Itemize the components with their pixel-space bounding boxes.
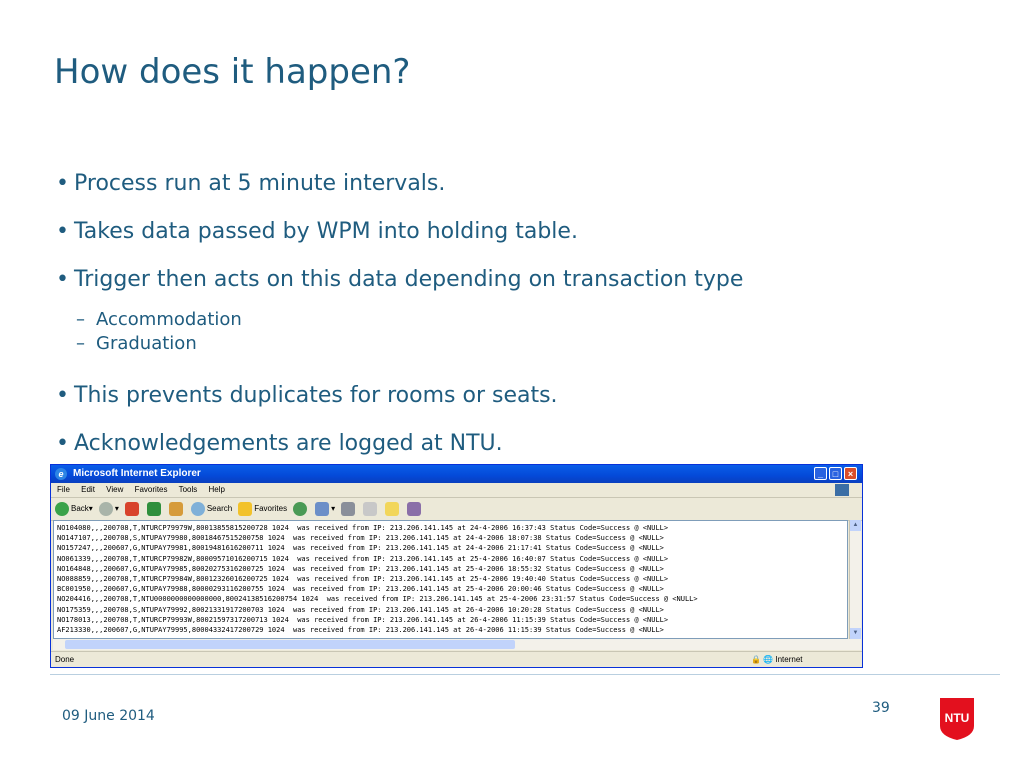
- scroll-down-icon[interactable]: ▼: [850, 628, 861, 639]
- log-line: AF213330,,,200607,G,NTUPAY79995,80004332417200729 1024 was received from IP: 213.206.141.145 at 26-4-2006 11:15:39 Status Code=Success @ <NULL>: [57, 626, 664, 635]
- log-line: NO175359,,,200708,S,NTUPAY79992,80021331917200703 1024 was received from IP: 213.206.141.145 at 26-4-2006 10:20:28 Status Code=Success @ <NULL>: [57, 605, 664, 614]
- refresh-button[interactable]: [147, 502, 163, 516]
- browser-toolbar: [51, 498, 862, 521]
- footer-divider: [50, 674, 1000, 675]
- sub-bullet-item: – Graduation: [76, 333, 197, 354]
- ntu-logo: [938, 696, 976, 742]
- discuss-icon: [385, 502, 399, 516]
- menu-tools[interactable]: Tools: [178, 485, 198, 494]
- vertical-scrollbar[interactable]: [849, 520, 861, 639]
- page-content-log: [53, 520, 848, 639]
- log-line: NO157247,,,200607,G,NTUPAY79981,80019481616200711 1024 was received from IP: 213.206.141.145 at 24-4-2006 21:17:41 Status Code=Success @ <NULL>: [57, 544, 664, 553]
- maximize-icon[interactable]: □: [829, 467, 842, 480]
- history-button[interactable]: [293, 502, 309, 516]
- mail-icon: [315, 502, 329, 516]
- browser-statusbar: [51, 651, 862, 667]
- log-line: BC001950,,,200607,G,NTUPAY79988,80000293116200755 1024 was received from IP: 213.206.141.145 at 25-4-2006 20:00:46 Status Code=Success @ <NULL>: [57, 585, 664, 594]
- back-button[interactable]: Back ▾: [55, 498, 93, 520]
- log-line: NO164848,,,200607,G,NTUPAY79985,80020275316200725 1024 was received from IP: 213.206.141.145 at 25-4-2006 18:55:32 Status Code=Success @ <NULL>: [57, 564, 664, 573]
- messenger-icon: [407, 502, 421, 516]
- edit-button[interactable]: [363, 502, 379, 516]
- menu-favorites[interactable]: Favorites: [134, 485, 168, 494]
- home-icon: [169, 502, 183, 516]
- browser-titlebar: [51, 465, 862, 483]
- print-button[interactable]: [341, 502, 357, 516]
- sub-bullet-item: – Accommodation: [76, 309, 242, 330]
- favorites-label: Favorites: [254, 504, 288, 513]
- scroll-up-icon[interactable]: ▲: [850, 520, 861, 531]
- messenger-button[interactable]: [407, 502, 423, 516]
- forward-button[interactable]: ▾: [99, 498, 119, 520]
- sub-bullet-label: Graduation: [96, 333, 197, 354]
- home-button[interactable]: [169, 502, 185, 516]
- stop-button[interactable]: [125, 502, 141, 516]
- log-line: NO088859,,,200708,T,NTURCP79984W,80012326016200725 1024 was received from IP: 213.206.141.145 at 25-4-2006 19:40:40 Status Code=Success @ <NULL>: [57, 575, 669, 584]
- browser-window-screenshot: [50, 464, 863, 668]
- zone-indicator: 🔒 🌐 Internet: [751, 655, 803, 664]
- bullet-item: • Process run at 5 minute intervals.: [56, 170, 956, 198]
- search-icon: [191, 502, 205, 516]
- print-icon: [341, 502, 355, 516]
- search-button[interactable]: [191, 498, 232, 520]
- bullet-item: • Trigger then acts on this data depending on transaction type: [56, 266, 956, 294]
- scroll-thumb[interactable]: [65, 640, 515, 649]
- log-line: NO178013,,,200708,T,NTURCP79993W,80021597317200713 1024 was received from IP: 213.206.141.145 at 26-4-2006 11:15:39 Status Code=Success @ <NULL>: [57, 615, 669, 624]
- back-arrow-icon: [55, 502, 69, 516]
- bullet-list: [56, 170, 956, 478]
- discuss-button[interactable]: [385, 502, 401, 516]
- slide-title: How does it happen?: [54, 52, 411, 92]
- log-line: NO147107,,,200708,S,NTUPAY79980,80018467515200758 1024 was received from IP: 213.206.141.145 at 24-4-2006 18:07:38 Status Code=Success @ <NULL>: [57, 534, 664, 543]
- log-line: NO061339,,,200708,T,NTURCP79982W,80009571016200715 1024 was received from IP: 213.206.141.145 at 25-4-2006 16:40:07 Status Code=Success @ <NULL>: [57, 554, 669, 563]
- favorites-button[interactable]: [238, 498, 287, 520]
- forward-arrow-icon: [99, 502, 113, 516]
- bullet-item: • This prevents duplicates for rooms or seats.: [56, 382, 956, 410]
- status-text: Done: [55, 655, 75, 664]
- bullet-item: • Acknowledgements are logged at NTU.: [56, 430, 956, 458]
- menu-view[interactable]: View: [106, 485, 124, 494]
- log-line: NO204416,,,200708,T,NTU0000000000000000,80024138516200754 1024 was received from IP: 213.206.141.145 at 25-4-2006 23:31:57 Status Code=Success @ <NULL>: [57, 595, 698, 604]
- browser-title: Microsoft Internet Explorer: [73, 468, 201, 479]
- back-label: Back: [71, 504, 89, 513]
- page-number: 39: [872, 700, 890, 716]
- close-icon[interactable]: ×: [844, 467, 857, 480]
- search-label: Search: [206, 504, 233, 513]
- ntu-logo-text: NTU: [944, 711, 970, 725]
- edit-icon: [363, 502, 377, 516]
- horizontal-scrollbar[interactable]: [53, 639, 861, 650]
- mail-button[interactable]: ▾: [315, 498, 335, 520]
- menu-edit[interactable]: Edit: [81, 485, 95, 494]
- bullet-item: • Takes data passed by WPM into holding table.: [56, 218, 956, 246]
- log-line: NO104080,,,200708,T,NTURCP79979W,80013855815200728 1024 was received from IP: 213.206.141.145 at 24-4-2006 16:37:43 Status Code=Success @ <NULL>: [57, 524, 669, 532]
- sub-bullet-label: Accommodation: [96, 309, 242, 330]
- browser-menubar: [51, 483, 862, 498]
- slide-date: 09 June 2014: [62, 708, 155, 724]
- history-icon: [293, 502, 307, 516]
- menu-help[interactable]: Help: [208, 485, 225, 494]
- minimize-icon[interactable]: _: [814, 467, 827, 480]
- stop-icon: [125, 502, 139, 516]
- star-icon: [238, 502, 252, 516]
- menu-file[interactable]: File: [57, 485, 70, 494]
- windows-flag-icon: [835, 484, 849, 496]
- ie-logo-icon: e: [55, 468, 67, 480]
- zone-text: Internet: [775, 655, 803, 664]
- refresh-icon: [147, 502, 161, 516]
